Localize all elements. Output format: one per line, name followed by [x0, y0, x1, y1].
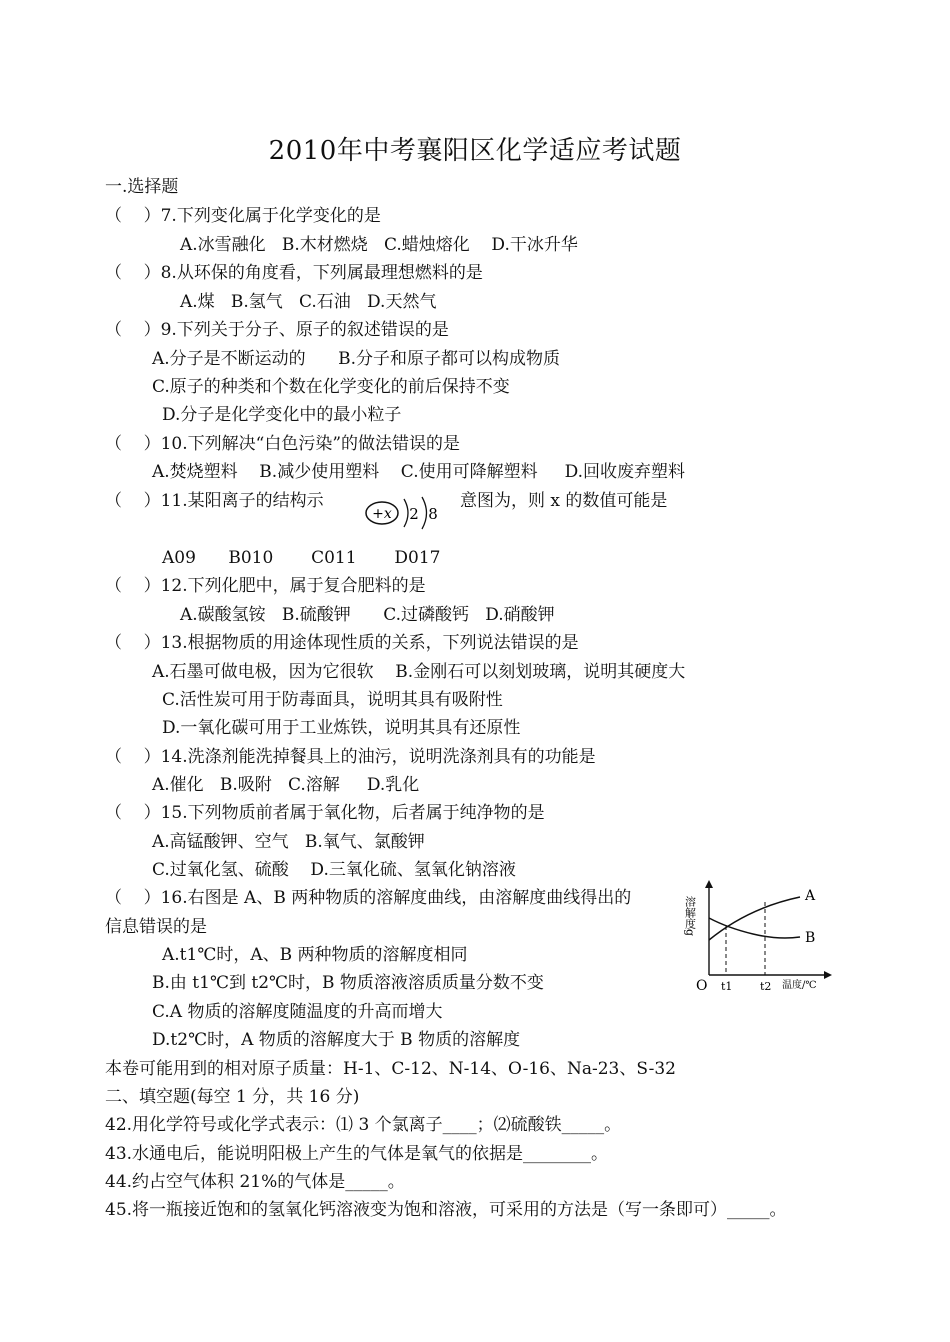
- question-8: （ ）8.从环保的角度看，下列属最理想燃料的是: [105, 263, 483, 283]
- question-44: 44.约占空气体积 21%的气体是_____。: [105, 1172, 405, 1192]
- question-9-option-c: C.原子的种类和个数在化学变化的前后保持不变: [152, 377, 510, 397]
- question-16-option-b: B.由 t1℃到 t2℃时，B 物质溶液溶质质量分数不变: [152, 973, 544, 993]
- curve-a-label: A: [805, 888, 816, 904]
- question-15-options-ab: A.高锰酸钾、空气 B.氧气、氯酸钾: [152, 832, 425, 852]
- curve-b: [709, 918, 800, 938]
- question-16-option-c: C.A 物质的溶解度随温度的升高而增大: [152, 1002, 443, 1022]
- question-16-option-d: D.t2℃时，A 物质的溶解度大于 B 物质的溶解度: [152, 1030, 521, 1050]
- question-9-option-d: D.分子是化学变化中的最小粒子: [162, 405, 402, 425]
- question-7: （ ）7.下列变化属于化学变化的是: [105, 206, 381, 226]
- question-16-cont: 信息错误的是: [105, 917, 207, 937]
- question-8-options: A.煤 B.氢气 C.石油 D.天然气: [180, 292, 437, 312]
- origin-label: O: [696, 978, 708, 994]
- question-12-options: A.碳酸氢铵 B.硫酸钾 C.过磷酸钙 D.硝酸钾: [180, 605, 555, 625]
- y-axis-arrow: [705, 880, 713, 888]
- page-title: 2010年中考襄阳区化学适应考试题: [268, 136, 682, 166]
- question-9-options-ab: A.分子是不断运动的 B.分子和原子都可以构成物质: [152, 349, 560, 369]
- y-axis-label: 溶解度g: [683, 896, 697, 937]
- question-15-options-cd: C.过氧化氢、硫酸 D.三氧化硫、氢氧化钠溶液: [152, 860, 516, 880]
- question-12: （ ）12.下列化肥中，属于复合肥料的是: [105, 576, 426, 596]
- tick-t1: t1: [721, 980, 733, 993]
- question-9: （ ）9.下列关于分子、原子的叙述错误的是: [105, 320, 449, 340]
- question-10: （ ）10.下列解决“白色污染”的做法错误的是: [105, 434, 461, 454]
- tick-t2: t2: [760, 980, 772, 993]
- question-16: （ ）16.右图是 A、B 两种物质的溶解度曲线，由溶解度曲线得出的: [105, 888, 632, 908]
- question-13-option-c: C.活性炭可用于防毒面具，说明其具有吸附性: [162, 690, 503, 710]
- question-13-option-d: D.一氧化碳可用于工业炼铁，说明其具有还原性: [162, 718, 521, 738]
- curve-a: [709, 897, 800, 940]
- section-heading-fill: 二、填空题(每空 1 分，共 16 分): [105, 1087, 360, 1107]
- question-14-options: A.催化 B.吸附 C.溶解 D.乳化: [152, 775, 420, 795]
- question-10-options: A.焚烧塑料 B.减少使用塑料 C.使用可降解塑料 D.回收废弃塑料: [152, 462, 686, 482]
- question-42: 42.用化学符号或化学式表示：⑴ 3 个氯离子____；⑵硫酸铁_____。: [105, 1115, 622, 1135]
- section-heading-choice: 一.选择题: [105, 177, 179, 197]
- shell-arc-2: [422, 497, 427, 529]
- ion-structure-diagram: [364, 495, 448, 531]
- question-45: 45.将一瓶接近饱和的氢氧化钙溶液变为饱和溶液，可采用的方法是（写一条即可）_____。: [105, 1200, 787, 1220]
- curve-b-label: B: [805, 930, 816, 946]
- shell-arc-1: [404, 499, 408, 527]
- question-11-options: A09 B010 C011 D017: [162, 548, 441, 568]
- question-11-part1: （ ）11.某阳离子的结构示: [105, 491, 324, 511]
- question-13-options-ab: A.石墨可做电极，因为它很软 B.金刚石可以刻划玻璃，说明其硬度大: [152, 662, 686, 682]
- question-14: （ ）14.洗涤剂能洗掉餐具上的油污，说明洗涤剂具有的功能是: [105, 747, 596, 767]
- question-15: （ ）15.下列物质前者属于氧化物，后者属于纯净物的是: [105, 803, 545, 823]
- question-7-options: A.冰雪融化 B.木材燃烧 C.蜡烛熔化 D.干冰升华: [180, 235, 578, 255]
- question-16-option-a: A.t1℃时，A、B 两种物质的溶解度相同: [162, 945, 468, 965]
- question-13: （ ）13.根据物质的用途体现性质的关系，下列说法错误的是: [105, 633, 579, 653]
- question-11-part2: 意图为，则 x 的数值可能是: [460, 491, 668, 511]
- shell-2-electrons: 8: [428, 505, 438, 523]
- question-43: 43.水通电后，能说明阳极上产生的气体是氧气的依据是________。: [105, 1144, 609, 1164]
- shell-1-electrons: 2: [409, 505, 419, 523]
- nucleus-charge: +x: [372, 506, 392, 522]
- x-axis-arrow: [824, 971, 832, 979]
- atomic-mass-note: 本卷可能用到的相对原子质量：H-1、C-12、N-14、O-16、Na-23、S-32: [105, 1059, 676, 1079]
- x-axis-label: 温度/℃: [782, 980, 817, 991]
- solubility-curve-graph: [683, 880, 838, 995]
